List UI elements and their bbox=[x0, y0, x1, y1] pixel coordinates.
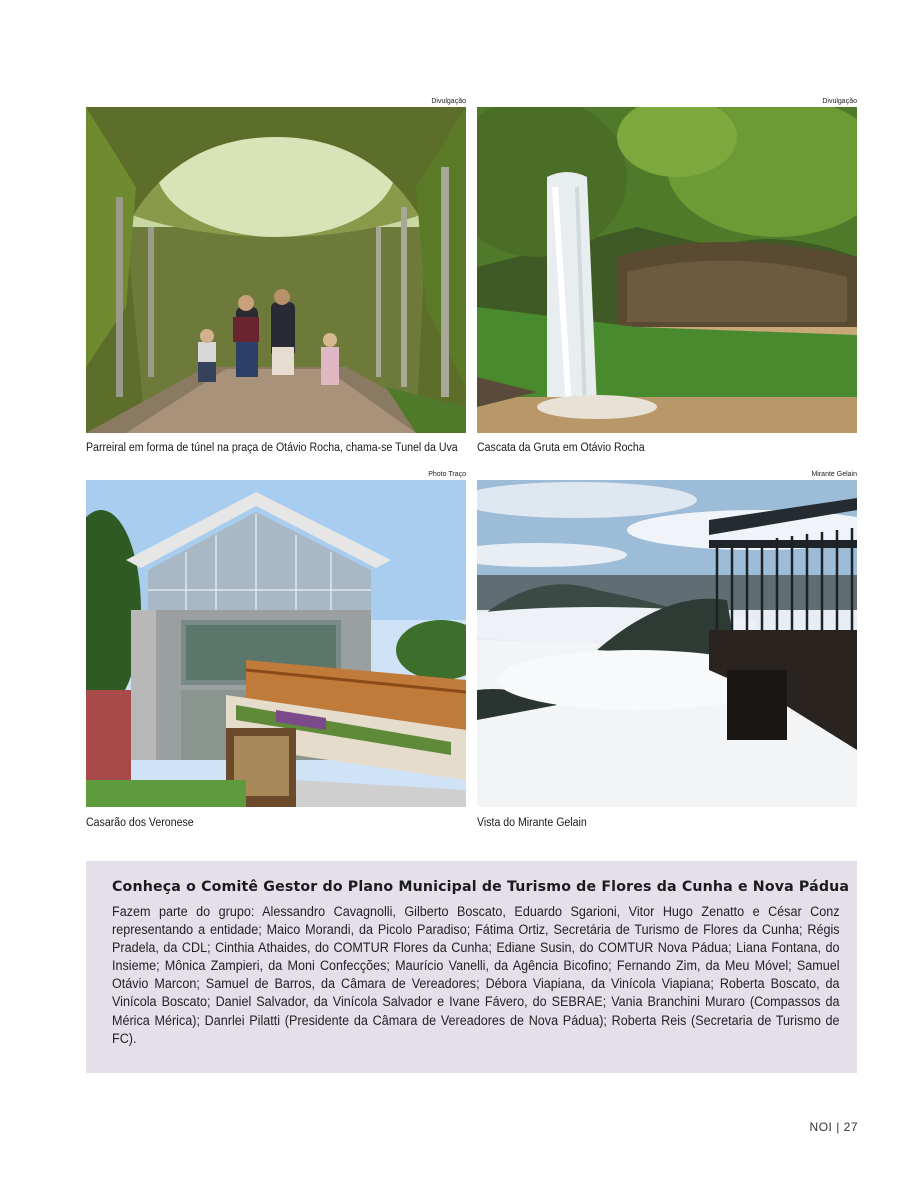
info-box-body: Fazem parte do grupo: Alessandro Cavagnolli, Gilberto Boscato, Eduardo Sgarioni, Vitor Hugo Zenatto e César Conz representando a entidade; Maico Morandi, da Picolo Paradiso; Fátima Ortiz, Secretária de Turismo de Flores da Cunha; Régis Pradela, da CDL; Cinthia Athaides, do COMTUR Flores da Cunha; Ediane Susin, do COMTUR Nova Pádua; Liana Fontana, do Insieme; Mônica Zampieri, da Moni Confecções; Maurício Vanelli, da Agência Bicofino; Fernando Zim, da Meu Móvel; Samuel Otávio Marcon; Samuel de Barros, da Câmara de Vereadores; Débora Viapiana, da Vinícola Viapiana; Roberta Boscato, da Vinícola Boscato; Daniel Salvador, da Vinícola Salvador e Ivane Fávero, do SEBRAE; Vania Branchini Muraro (Compassos da Mérica Mérica); Danrlei Pilatti (Presidente da Câmara de Vereadores de Nova Pádua); Roberta Reis (Secretaria de Turismo de FC). bbox=[112, 904, 840, 1046]
photo-credit: Divulgação bbox=[822, 98, 857, 105]
page-folio: NOI | 27 bbox=[809, 1120, 858, 1134]
photo-block-vine-tunnel bbox=[86, 98, 466, 458]
photo-block-viewpoint bbox=[477, 471, 857, 831]
photo-caption: Vista do Mirante Gelain bbox=[477, 817, 587, 829]
photo-waterfall bbox=[477, 107, 857, 433]
photo-credit: Mirante Gelain bbox=[811, 471, 857, 478]
info-box-title: Conheça o Comitê Gestor do Plano Municipal de Turismo de Flores da Cunha e Nova Pádua bbox=[112, 879, 850, 895]
photo-credit: Divulgação bbox=[431, 98, 466, 105]
photo-caption: Parreiral em forma de túnel na praça de Otávio Rocha, chama-se Tunel da Uva bbox=[86, 442, 458, 454]
photo-caption: Casarão dos Veronese bbox=[86, 817, 194, 829]
photo-vine-tunnel bbox=[86, 107, 466, 433]
photo-viewpoint bbox=[477, 480, 857, 807]
photo-block-historic-house bbox=[86, 471, 466, 831]
photo-historic-house bbox=[86, 480, 466, 807]
photo-credit: Photo Traço bbox=[428, 471, 466, 478]
photo-caption: Cascata da Gruta em Otávio Rocha bbox=[477, 442, 645, 454]
photo-block-waterfall bbox=[477, 98, 857, 458]
committee-info-box bbox=[86, 861, 857, 1073]
